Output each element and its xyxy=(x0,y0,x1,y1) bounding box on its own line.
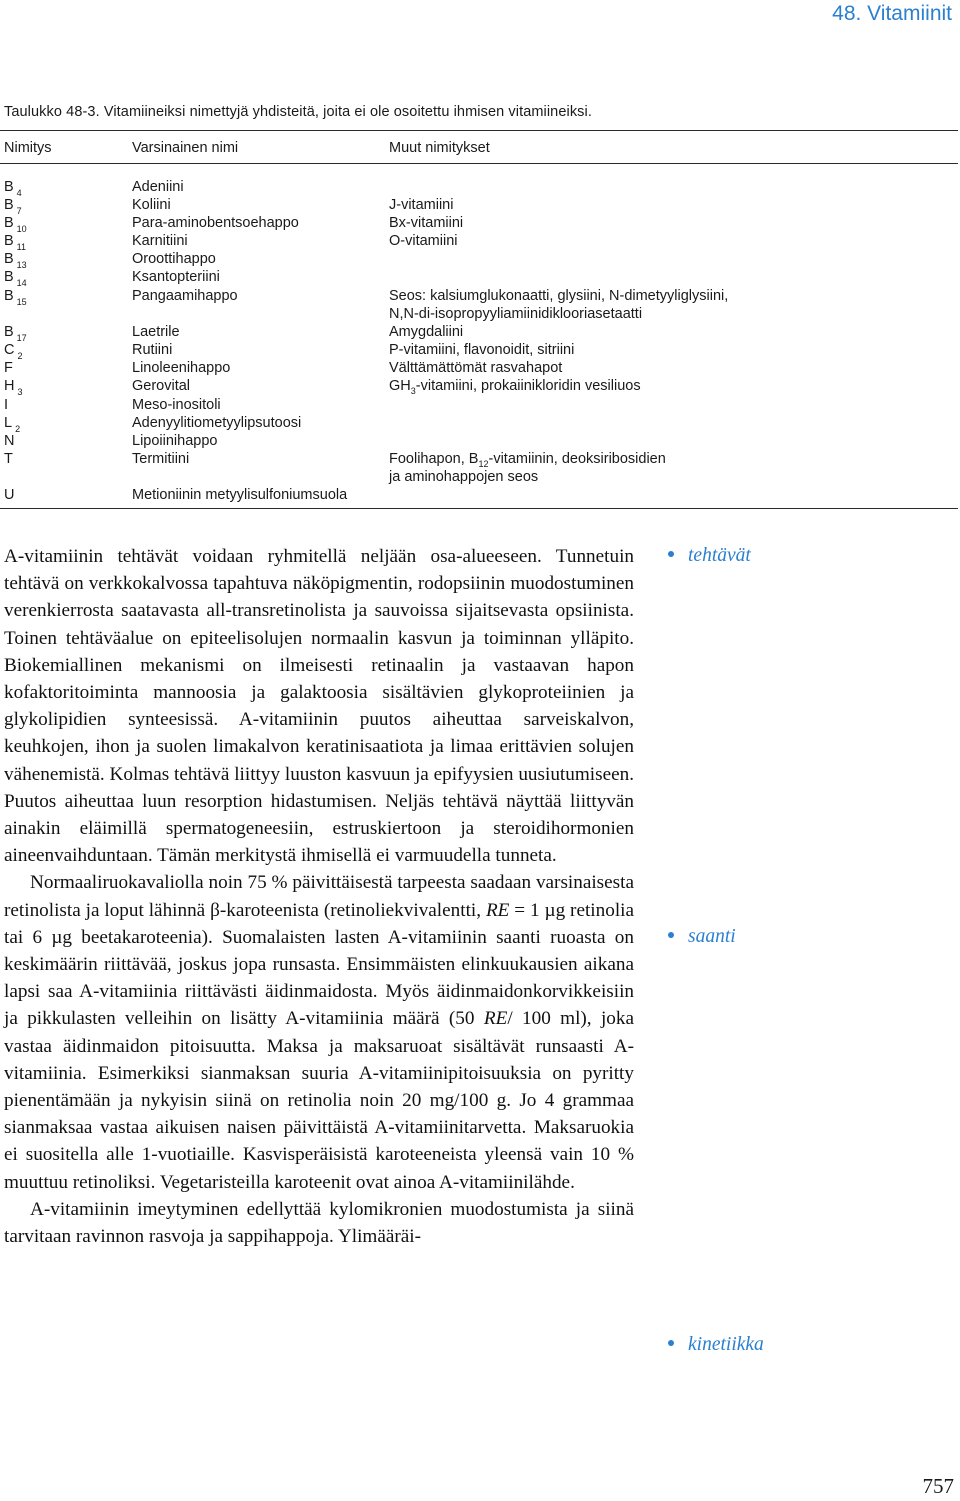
table-cell-symbol: B $_{13}$ xyxy=(4,251,27,270)
margin-note-saanti: saanti xyxy=(668,926,736,948)
table-cell-name: Oroottihappo xyxy=(132,251,216,267)
table-cell-name: Rutiini xyxy=(132,342,173,358)
table-cell-name: Para-aminobentsoehappo xyxy=(132,215,299,231)
table-cell-symbol: I xyxy=(4,397,9,413)
table-cell-name: Metioniinin metyylisulfoniumsuola xyxy=(132,487,348,503)
bullet-icon xyxy=(668,1340,674,1346)
table-cell-symbol: B $_{11}$ xyxy=(4,233,27,252)
table-cell-symbol: H $_3$ xyxy=(4,378,23,397)
bullet-icon xyxy=(668,551,674,557)
table-cell-symbol: T xyxy=(4,451,13,467)
table-cell-name: Laetrile xyxy=(132,324,180,340)
page-number: 757 xyxy=(922,1474,954,1498)
table-cell-symbol: L $_2$ xyxy=(4,415,21,434)
table-cell-name: Meso-inositoli xyxy=(132,397,221,413)
table-cell-symbol: B $_4$ xyxy=(4,179,22,198)
table-cell-symbol: B $_{10}$ xyxy=(4,215,27,234)
table-cell-symbol: B $_7$ xyxy=(4,197,22,216)
table-cell-other: Bx-vitamiini xyxy=(389,215,464,231)
table-cell-other: J-vitamiini xyxy=(389,197,454,213)
table-bottom-rule xyxy=(0,508,958,509)
table-cell-other-cont: ja aminohappojen seos xyxy=(389,469,539,485)
table-cell-name: Koliini xyxy=(132,197,171,213)
table-cell-symbol: B $_{15}$ xyxy=(4,288,27,307)
bullet-icon xyxy=(668,932,674,938)
header-varsinainen-nimi: Varsinainen nimi xyxy=(132,140,239,156)
margin-note-kinetiikka: kinetiikka xyxy=(668,1334,764,1356)
margin-note-tehtavat: tehtävät xyxy=(668,545,751,567)
table-cell-other: Seos: kalsiumglukonaatti, glysiini, N-dimetyyliglysiini, xyxy=(389,288,729,304)
table-cell-other-cont: N,N-di-isopropyyliamiinidiklooriasetaatti xyxy=(389,306,643,322)
table-cell-name: Termitiini xyxy=(132,451,190,467)
table-cell-symbol: U xyxy=(4,487,15,503)
header-muut-nimitykset: Muut nimitykset xyxy=(389,140,490,156)
table-header-rule xyxy=(0,163,958,164)
paragraph-3: A-vitamiinin imeytyminen edellyttää kylomikronien muodostumista ja siinä tarvitaan ravinnon rasvoja ja sappihappoja. Ylimääräi- xyxy=(4,1198,634,1248)
body-text xyxy=(4,543,634,1250)
table-cell-name: Adeniini xyxy=(132,179,184,195)
table-cell-name: Ksantopteriini xyxy=(132,269,220,285)
table-cell-name: Linoleenihappo xyxy=(132,360,231,376)
table-cell-symbol: B $_{14}$ xyxy=(4,269,27,288)
table-cell-name: Lipoiinihappo xyxy=(132,433,218,449)
table-cell-other: Välttämättömät rasvahapot xyxy=(389,360,563,376)
table-cell-name: Karnitiini xyxy=(132,233,188,249)
table-cell-other: Amygdaliini xyxy=(389,324,464,340)
table-cell-symbol: C $_2$ xyxy=(4,342,23,361)
header-nimitys: Nimitys xyxy=(4,140,52,156)
table-cell-symbol: N xyxy=(4,433,15,449)
table-caption: Taulukko 48-3. Vitamiineiksi nimettyjä yhdisteitä, joita ei ole osoitettu ihmisen vitamiineiksi. xyxy=(4,104,592,120)
table-cell-symbol: F xyxy=(4,360,13,376)
table-cell-name: Pangaamihappo xyxy=(132,288,238,304)
table-cell-other: Foolihapon, $B_{12}$-vitamiinin, deoksiribosidien xyxy=(389,451,666,469)
table-top-rule xyxy=(0,130,958,131)
table-cell-other: $GH_3$-vitamiini, prokaiinikloridin vesiliuos xyxy=(389,378,641,396)
table-cell-symbol: B $_{17}$ xyxy=(4,324,27,343)
chapter-title: 48. Vitamiinit xyxy=(832,2,952,25)
table-cell-name: Adenyylitiometyylipsutoosi xyxy=(132,415,302,431)
table-cell-other: O-vitamiini xyxy=(389,233,458,249)
table-cell-name: Gerovital xyxy=(132,378,191,394)
table-cell-other: P-vitamiini, flavonoidit, sitriini xyxy=(389,342,575,358)
paragraph-1: A-vitamiinin tehtävät voidaan ryhmitellä neljään osa-alueeseen. Tunnetuin tehtävä on verkkokalvossa tapahtuva näköpigmentin, rodopsiinin muodostuminen verenkierrosta saatavasta all-transretinolista ja sauvoissa sijaitsevasta opsiinista. Toinen tehtäväalue on epiteelisolujen normaalin kasvun ja toiminnan ylläpito. Biokemiallinen mekanismi on ilmeisesti retinaalin ja vastaavan hapon kofaktoritoiminta mannoosia ja galaktoosia sisältävien glykoproteiinien ja glykolipidien synteesissä. A-vitamiinin puutos aiheuttaa sarveiskalvon, keuhkojen, ihon ja suolen limakalvon keratinisaatiota ja limaa erittävien solujen vähenemistä. Kolmas tehtävä liittyy luuston kasvuun ja epifyysien uusiutumiseen. Puutos aiheuttaa luun resorption hidastumisen. Neljäs tehtävä näyttää liittyvän ainakin eläimillä spermatogeneesiin, estruskiertoon ja steroidihormonien aineenvaihduntaan. Tämän merkitystä ihmisellä ei varmuudella tunneta. xyxy=(4,546,634,867)
paragraph-2: Normaaliruokavaliolla noin 75 % päivittäisestä tarpeesta saadaan varsinaisesta retinolista ja loput lähinnä β-karoteenista (retinoliekvivalentti, RE = 1 µg retinolia tai 6 µg beetakaroteenia). Suomalaisten lasten A-vitamiinin saanti ruoasta on keskimäärin riittävää, joskus jopa runsasta. Ensimmäisten elinkuukausien aikana lapsi saa A-vitamiinia riittävästi äidinmaidosta. Myös äidinmaidonkorvikkeisiin ja pikkulasten velleihin on lisätty A-vitamiinia määrä (50 RE/ 100 ml), joka vastaa äidinmaidon pitoisuutta. Maksa ja maksaruoat sisältävät runsaasti A-vitamiinia. Esimerkiksi sianmaksan suuria A-vitamiinipitoisuuksia on pyritty pienentämään ja nykyisin siinä on retinolia noin 20 mg/100 g. Jo 4 grammaa sianmaksaa vastaa aikuisen naisen päivittäistä A-vitamiinitarvetta. Maksaruokia ei suositella alle 1-vuotiaille. Kasvisperäisistä karoteeneista yleensä vain 10 % muuttuu retinoliksi. Vegetaristeilla karoteenit ovat ainoa A-vitamiinilähde. xyxy=(4,872,634,1193)
